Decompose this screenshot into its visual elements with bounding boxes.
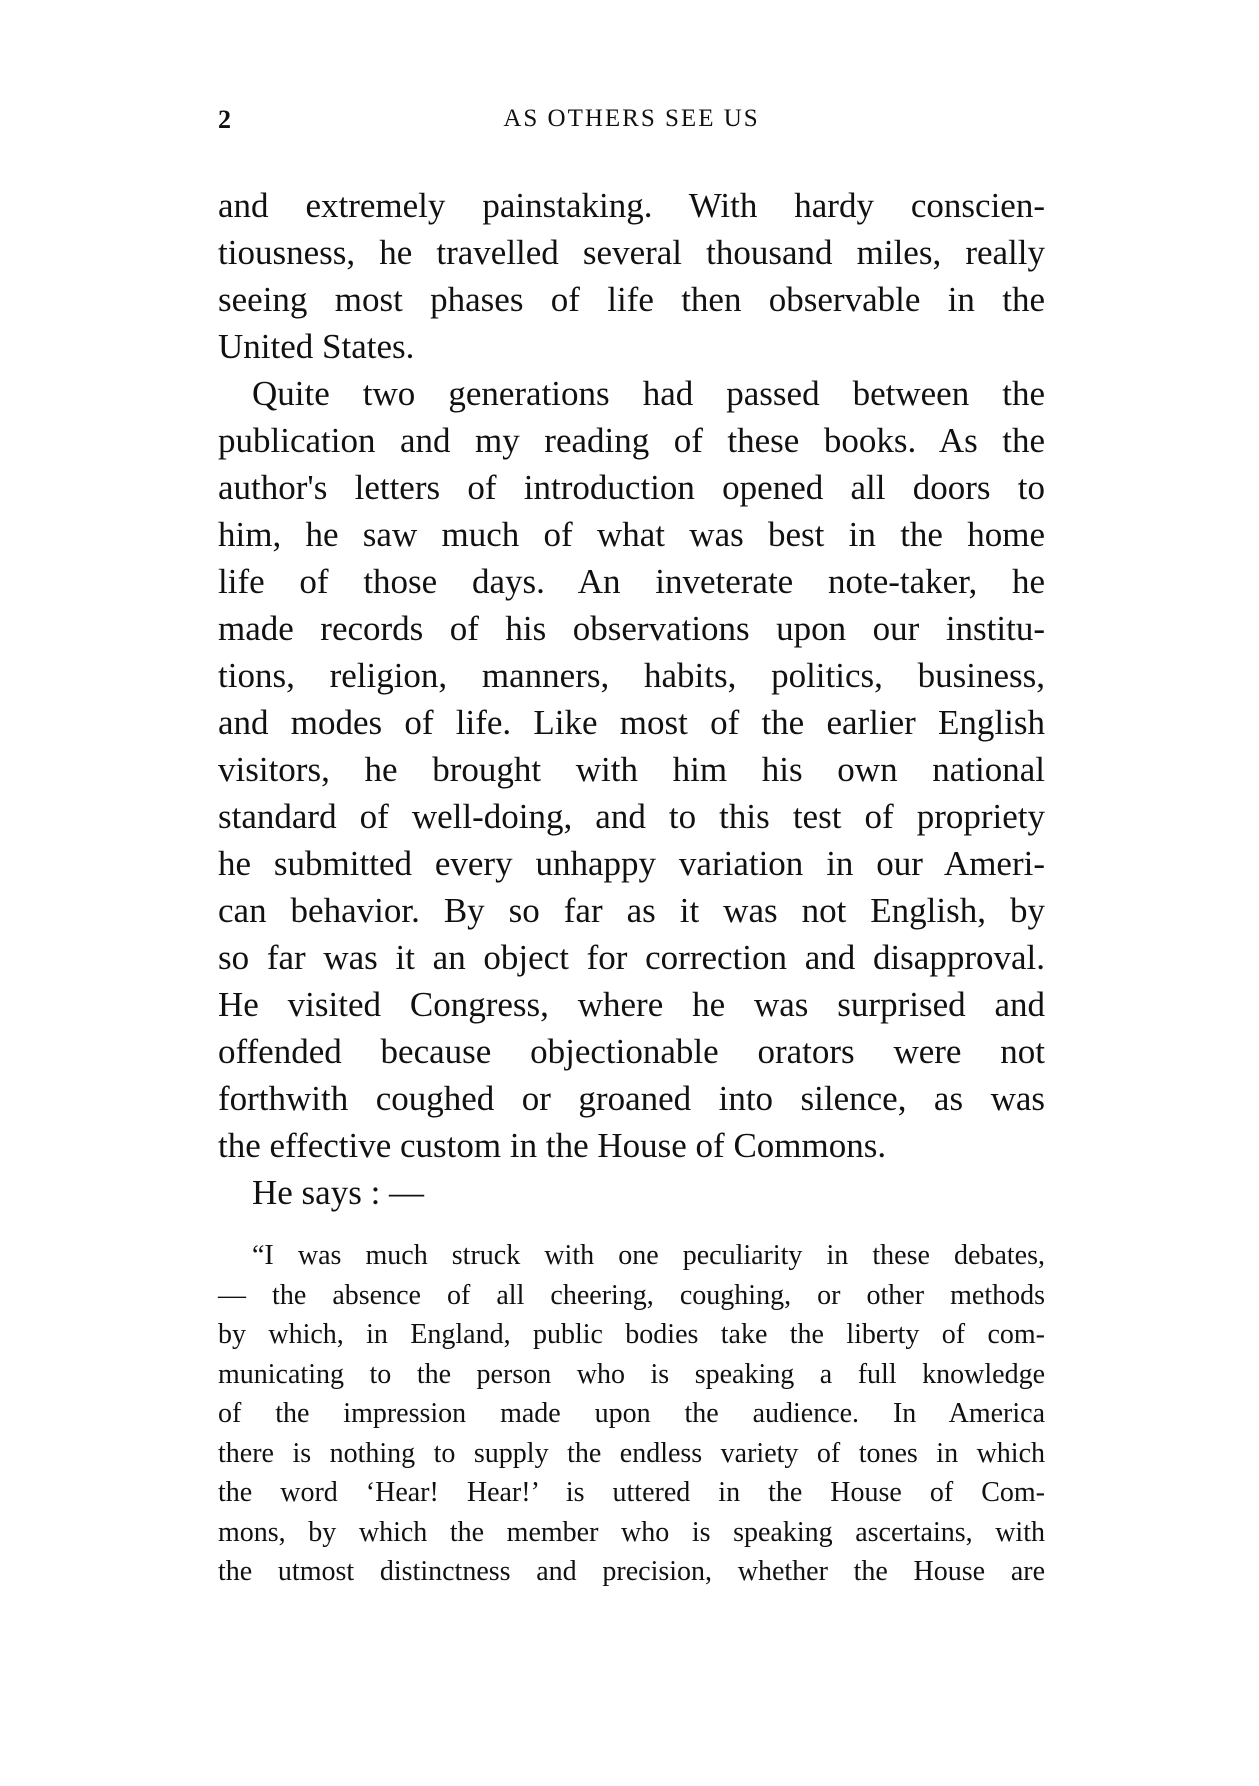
text-line: publication and my reading of these books. As the (218, 421, 1045, 460)
text-line: forthwith coughed or groaned into silence, as was (218, 1079, 1045, 1118)
quote-line: the utmost distinctness and precision, whether the House are (218, 1556, 1045, 1587)
text-line: He says : — (252, 1173, 425, 1212)
quote-line: municating to the person who is speaking a full knowledge (218, 1358, 1045, 1390)
text-line: visitors, he brought with him his own national (218, 750, 1045, 789)
quote-line: mons, by which the member who is speaking ascertains, with (218, 1516, 1045, 1548)
text-line: He visited Congress, where he was surprised and (218, 985, 1045, 1024)
quote-line: of the impression made upon the audience. In America (218, 1398, 1045, 1429)
text-line: the effective custom in the House of Commons. (218, 1126, 887, 1165)
text-line: author's letters of introduction opened all doors to (218, 468, 1045, 507)
quote-line: by which, in England, public bodies take the liberty of com- (218, 1319, 1045, 1350)
block-quote (218, 1236, 1045, 1592)
text-line: made records of his observations upon our institu- (218, 609, 1045, 648)
quote-line: — the absence of all cheering, coughing, or other methods (218, 1279, 1045, 1311)
text-line: so far was it an object for correction and disapproval. (218, 938, 1045, 977)
running-title: AS OTHERS SEE US (503, 105, 760, 132)
running-header (218, 105, 1045, 145)
quote-line: the word ‘Hear! Hear!’ is uttered in the House of Com- (218, 1477, 1045, 1508)
body-text (218, 182, 1045, 1216)
text-line: United States. (218, 327, 415, 366)
text-line: seeing most phases of life then observable in the (218, 280, 1045, 319)
text-line: and modes of life. Like most of the earlier English (218, 703, 1045, 742)
text-line: offended because objectionable orators were not (218, 1032, 1045, 1071)
text-line: tiousness, he travelled several thousand miles, really (218, 233, 1045, 272)
text-line: life of those days. An inveterate note-taker, he (218, 562, 1045, 601)
text-line: can behavior. By so far as it was not English, by (218, 891, 1045, 930)
text-line: tions, religion, manners, habits, politics, business, (218, 656, 1045, 695)
text-line: and extremely painstaking. With hardy conscien- (218, 186, 1045, 225)
text-line: him, he saw much of what was best in the home (218, 515, 1045, 554)
text-line: standard of well-doing, and to this test of propriety (218, 797, 1045, 836)
text-line: he submitted every unhappy variation in our Ameri- (218, 844, 1045, 883)
page-number: 2 (218, 105, 231, 134)
text-line: Quite two generations had passed between the (252, 374, 1045, 413)
quote-line: there is nothing to supply the endless variety of tones in which (218, 1437, 1045, 1469)
quote-line: “I was much struck with one peculiarity in these debates, (252, 1240, 1045, 1271)
